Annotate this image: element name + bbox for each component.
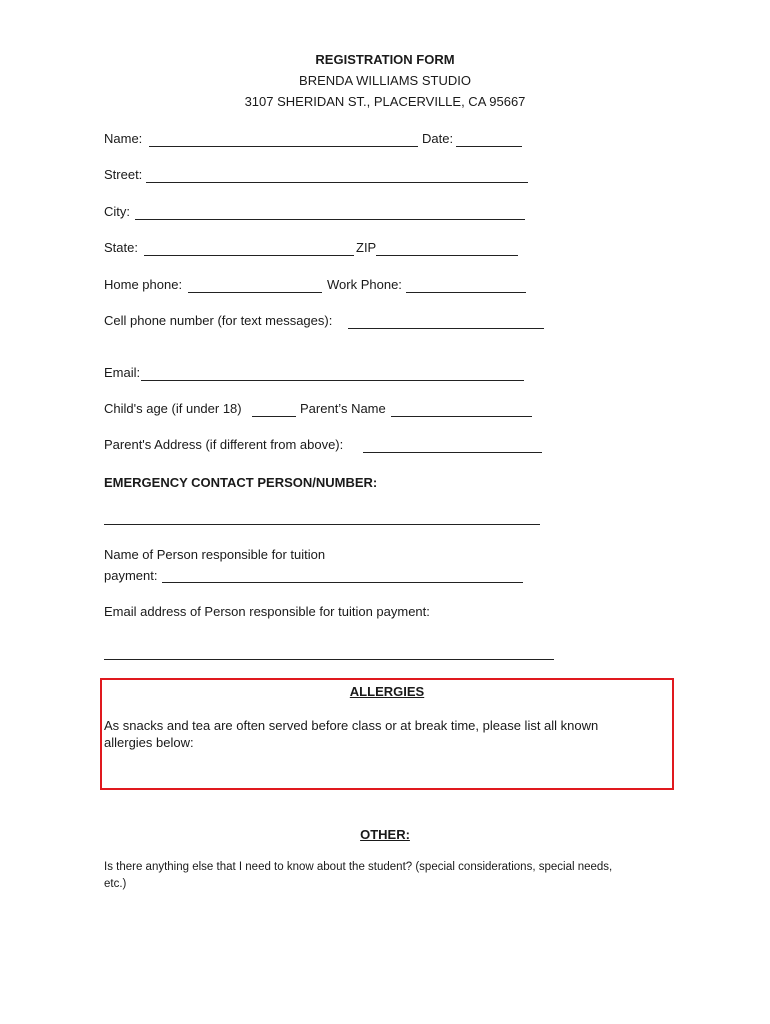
state-line[interactable] [144,255,354,256]
zip-line[interactable] [376,255,518,256]
emergency-heading: EMERGENCY CONTACT PERSON/NUMBER: [104,475,378,490]
tuition-email-label: Email address of Person responsible for tuition payment: [104,604,430,619]
cell-phone-label: Cell phone number (for text messages): [104,313,333,328]
form-title: REGISTRATION FORM [315,52,455,67]
date-label: Date: [422,131,454,146]
other-text-line2: etc.) [104,878,127,890]
name-line[interactable] [149,146,418,147]
other-heading: OTHER: [360,827,410,842]
email-line[interactable] [141,380,524,381]
allergies-text-line2: allergies below: [104,735,194,750]
childs-age-label: Child's age (if under 18) [104,401,242,416]
home-phone-label: Home phone: [104,277,183,292]
tuition-name-label-line1: Name of Person responsible for tuition [104,547,326,562]
cell-phone-line[interactable] [348,328,544,329]
parents-name-label: Parent’s Name [300,401,386,416]
state-label: State: [104,240,138,255]
street-label: Street: [104,167,143,182]
name-label: Name: [104,131,143,146]
email-label: Email: [104,365,141,380]
home-phone-line[interactable] [188,292,322,293]
childs-age-line[interactable] [252,416,296,417]
parents-name-line[interactable] [391,416,532,417]
studio-address: 3107 SHERIDAN ST., PLACERVILLE, CA 95667 [244,94,526,109]
emergency-line[interactable] [104,524,540,525]
tuition-name-line[interactable] [162,582,523,583]
other-text-line1: Is there anything else that I need to know about the student? (special considerations, special needs, [104,861,613,873]
work-phone-line[interactable] [406,292,526,293]
allergies-heading: ALLERGIES [349,684,425,699]
work-phone-label: Work Phone: [327,277,402,292]
city-label: City: [104,204,130,219]
allergies-text-line1: As snacks and tea are often served before class or at break time, please list all known [104,718,599,733]
zip-label: ZIP [356,240,377,255]
parents-address-label: Parent's Address (if different from above): [104,437,344,452]
tuition-name-label-line2: payment: [104,568,158,583]
city-line[interactable] [135,219,525,220]
tuition-email-line[interactable] [104,659,554,660]
studio-name: BRENDA WILLIAMS STUDIO [299,73,471,88]
street-line[interactable] [146,182,528,183]
parents-address-line[interactable] [363,452,542,453]
date-line[interactable] [456,146,522,147]
